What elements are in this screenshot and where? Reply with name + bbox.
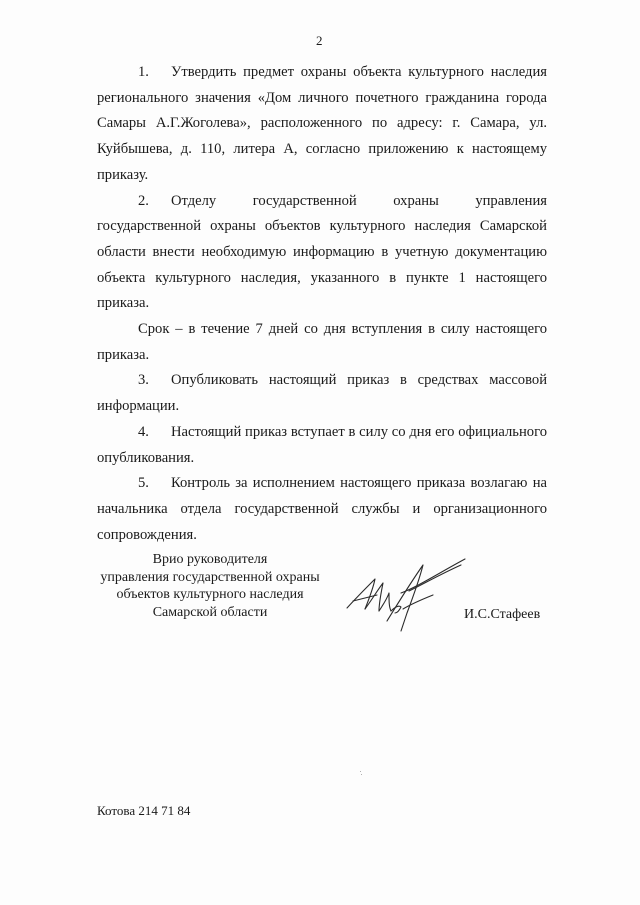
handwritten-signature [343,553,473,635]
paragraph-text: Контроль за исполнением настоящего приказа возлагаю на начальника отдела государственной службы и организационного сопровождения. [97,475,547,543]
scan-speck [360,771,361,772]
position-line: Самарской области [152,604,268,620]
signer-name: И.С.Стафеев [464,607,541,622]
order-body [97,60,547,548]
executor-contact: Котова 214 71 84 [97,803,191,818]
paragraph-4 [97,420,547,471]
scan-speck [361,774,362,775]
paragraph-1 [97,60,547,189]
paragraph-number: 3. [138,372,149,389]
position-line: управления государственной охраны [100,569,320,585]
paragraph-text: Настоящий приказ вступает в силу со дня его официального опубликования. [97,423,547,466]
signatory-position [100,551,320,621]
paragraph-number: 4. [138,423,149,440]
paragraph-text: Утвердить предмет охраны объекта культурного наследия регионального значения «Дом личного почетного гражданина города Самары А.Г.Жоголева», расположенного по адресу: г. Самара, ул. Куйбышева, д. 110, литера А, согласно приложению к настоящему приказу. [97,64,547,183]
page-number: 2 [316,33,323,48]
paragraph-deadline [97,317,547,368]
paragraph-2 [97,189,547,318]
paragraph-text: Опубликовать настоящий приказ в средствах массовой информации. [97,372,547,415]
position-line: объектов культурного наследия [116,587,304,602]
paragraph-5 [97,471,547,548]
paragraph-text: Отделу государственной охраны управления государственной охраны объектов культурного наследия Самарской области внести необходимую информацию в учетную документацию объекта культурного наследия, указанного в пункте 1 настоящего приказа. [97,192,547,312]
paragraph-number: 5. [138,475,149,492]
position-line: Врио руководителя [152,552,268,567]
paragraph-number: 2. [138,192,149,209]
paragraph-number: 1. [138,64,149,80]
paragraph-3 [97,368,547,419]
paragraph-text: Срок – в течение 7 дней со дня вступления в силу настоящего приказа. [97,321,547,363]
